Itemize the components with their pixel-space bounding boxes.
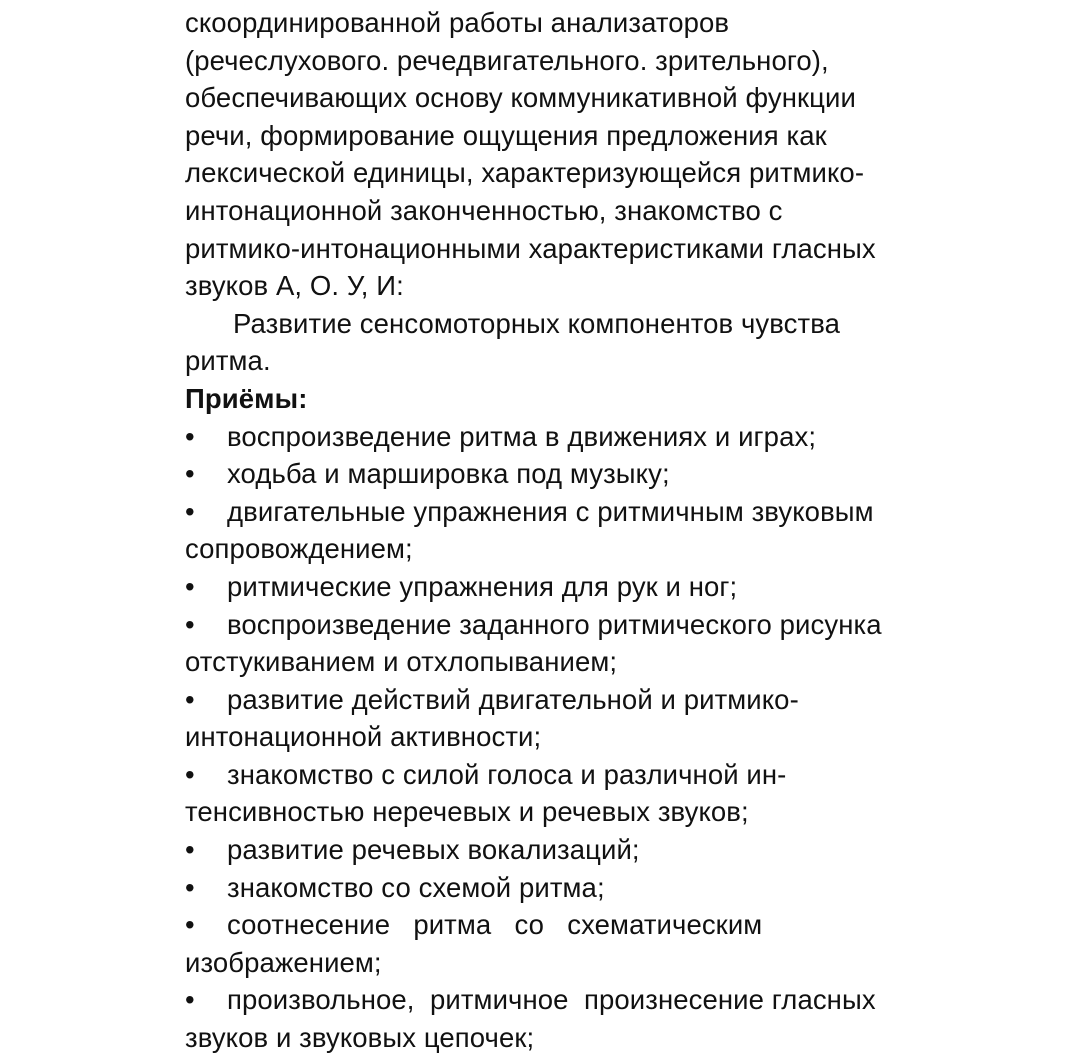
methods-heading: Приёмы: [185, 382, 308, 414]
list-item-continuation: звуков и звуковых цепочек; [185, 1022, 535, 1054]
list-item [185, 906, 905, 981]
list-item-text: знакомство со схемой ритма; [227, 871, 605, 903]
list-item [185, 831, 905, 869]
list-item-continuation: тенсивностью неречевых и речевых звуков; [185, 796, 749, 828]
bullet-icon: • [185, 420, 195, 452]
list-item-text: развитие речевых вокализаций; [227, 834, 640, 866]
list-item-text: воспроизведение заданного ритмического рисунка [227, 608, 882, 640]
list-item-text: соотнесение ритма со схематическим [227, 909, 763, 941]
text-line: ритмико-интонационными характеристиками гласных [185, 232, 876, 264]
text-line: обеспечивающих основу коммуникативной функции [185, 82, 856, 114]
bullet-icon: • [185, 495, 195, 527]
bullet-icon: • [185, 834, 195, 866]
list-item [185, 756, 905, 831]
document-page [185, 4, 905, 1057]
text-line: скоординированной работы анализаторов [185, 7, 730, 38]
list-item-text: ритмические упражнения для рук и ног; [227, 570, 738, 602]
bullet-icon: • [185, 984, 195, 1016]
list-item-continuation: сопровождением; [185, 533, 413, 565]
list-item-continuation: отстукиванием и отхлопыванием; [185, 646, 618, 678]
text-line: интонационной законченностью, знакомство с [185, 194, 783, 226]
text-line: Развитие сенсомоторных компонентов чувства [233, 307, 841, 339]
list-item-text: двигательные упражнения с ритмичным звуковым [227, 495, 874, 527]
text-line: звуков А, О. У, И: [185, 270, 404, 302]
text-line: (речеслухового. речедвигательного. зрительного), [185, 44, 829, 76]
bullet-icon: • [185, 909, 195, 941]
text-line: лексической единицы, характеризующейся ритмико- [185, 157, 865, 189]
bullet-icon: • [185, 683, 195, 715]
paragraph-sensorimotor [185, 305, 905, 380]
list-item [185, 681, 905, 756]
list-item [185, 455, 905, 493]
list-item [185, 606, 905, 681]
bullet-icon: • [185, 458, 195, 490]
text-line: ритма. [185, 345, 271, 377]
list-item [185, 981, 905, 1056]
list-item-text: развитие действий двигательной и ритмико- [227, 683, 799, 715]
paragraph-analyzers [185, 4, 905, 305]
text-line: речи, формирование ощущения предложения как [185, 119, 827, 151]
list-item [185, 493, 905, 568]
list-item-text: знакомство с силой голоса и различной ин- [227, 758, 787, 790]
list-item [185, 869, 905, 907]
bullet-icon: • [185, 608, 195, 640]
list-item-text: ходьба и маршировка под музыку; [227, 458, 670, 490]
list-item [185, 418, 905, 456]
list-item-text: воспроизведение ритма в движениях и играх; [227, 420, 817, 452]
bullet-icon: • [185, 570, 195, 602]
list-item-text: произвольное, ритмичное произнесение гласных [227, 984, 876, 1016]
methods-list [185, 418, 905, 1057]
list-item [185, 568, 905, 606]
list-item-continuation: изображением; [185, 946, 382, 978]
list-item-continuation: интонационной активности; [185, 721, 542, 753]
bullet-icon: • [185, 758, 195, 790]
bullet-icon: • [185, 871, 195, 903]
